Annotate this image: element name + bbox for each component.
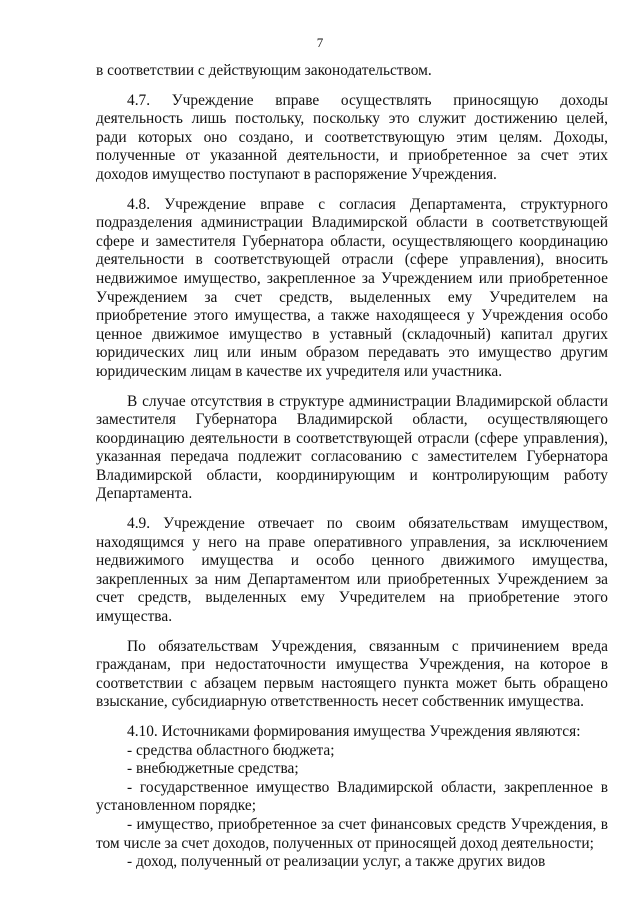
paragraph-4-8-continuation: В случае отсутствия в структуре администрации Владимирской области заместителя Губернатора Владимирской области, осуществляющего координацию деятельности в соответствующей отрасли (сфере управления), указанная передача подлежит согласованию с заместителем Губернатора Владимирской области, координирующим и контролирующим работу Департамента. — [96, 392, 608, 503]
paragraph-continuation: в соответствии с действующим законодательством. — [96, 62, 432, 79]
list-item: - доход, полученный от реализации услуг, а также других видов — [127, 853, 546, 871]
document-body — [96, 62, 608, 872]
paragraph-4-9-continuation: По обязательствам Учреждения, связанным с причинением вреда гражданам, при недостаточности имущества Учреждения, на которое в соответствии с абзацем первым настоящего пункта может быть обращено взыскание, субсидиарную ответственность несет собственник имущества. — [96, 637, 608, 711]
list-item: - средства областного бюджета; — [127, 741, 335, 759]
paragraph-4-9: 4.9. Учреждение отвечает по своим обязательствам имуществом, находящимся у него на праве оперативного управления, за исключением недвижимого имущества и особо ценного движимого имущества, закрепленных за ним Департаментом или приобретенных Учреждением за счет средств, выделенных ему Учредителем на приобретение этого имущества. — [96, 515, 608, 626]
page-number: 7 — [316, 35, 324, 50]
paragraph-4-7: 4.7. Учреждение вправе осуществлять приносящую доходы деятельность лишь постольку, поскольку это служит достижению целей, ради которых оно создано, и соответствующую этим целям. Доходы, полученные от указанной деятельности, и приобретенное за счет этих доходов имущество поступают в распоряжение Учреждения. — [96, 91, 608, 183]
paragraph-4-10: 4.10. Источниками формирования имущества Учреждения являются: — [127, 723, 581, 740]
list-item: - государственное имущество Владимирской области, закрепленное в установленном порядке; — [96, 778, 608, 815]
list-item: - внебюджетные средства; — [127, 760, 299, 778]
paragraph-4-8: 4.8. Учреждение вправе с согласия Департамента, структурного подразделения администрации Владимирской области в соответствующей сфере и заместителя Губернатора области, осуществляющего координацию деятельности в соответствующей отрасли (сфере управления), вносить недвижимое имущество, закрепленное за Учреждением или приобретенное Учреждением за счет средств, выделенных ему Учредителем на приобретение этого имущества, а также находящееся у Учреждения особо ценное движимое имущество в уставный (складочный) капитал других юридических лиц или иным образом передавать это имущество другим юридическим лицам в качестве их учредителя или участника. — [96, 195, 608, 380]
list-item: - имущество, приобретенное за счет финансовых средств Учреждения, в том числе за счет доходов, полученных от приносящей доход деятельности; — [96, 815, 608, 852]
